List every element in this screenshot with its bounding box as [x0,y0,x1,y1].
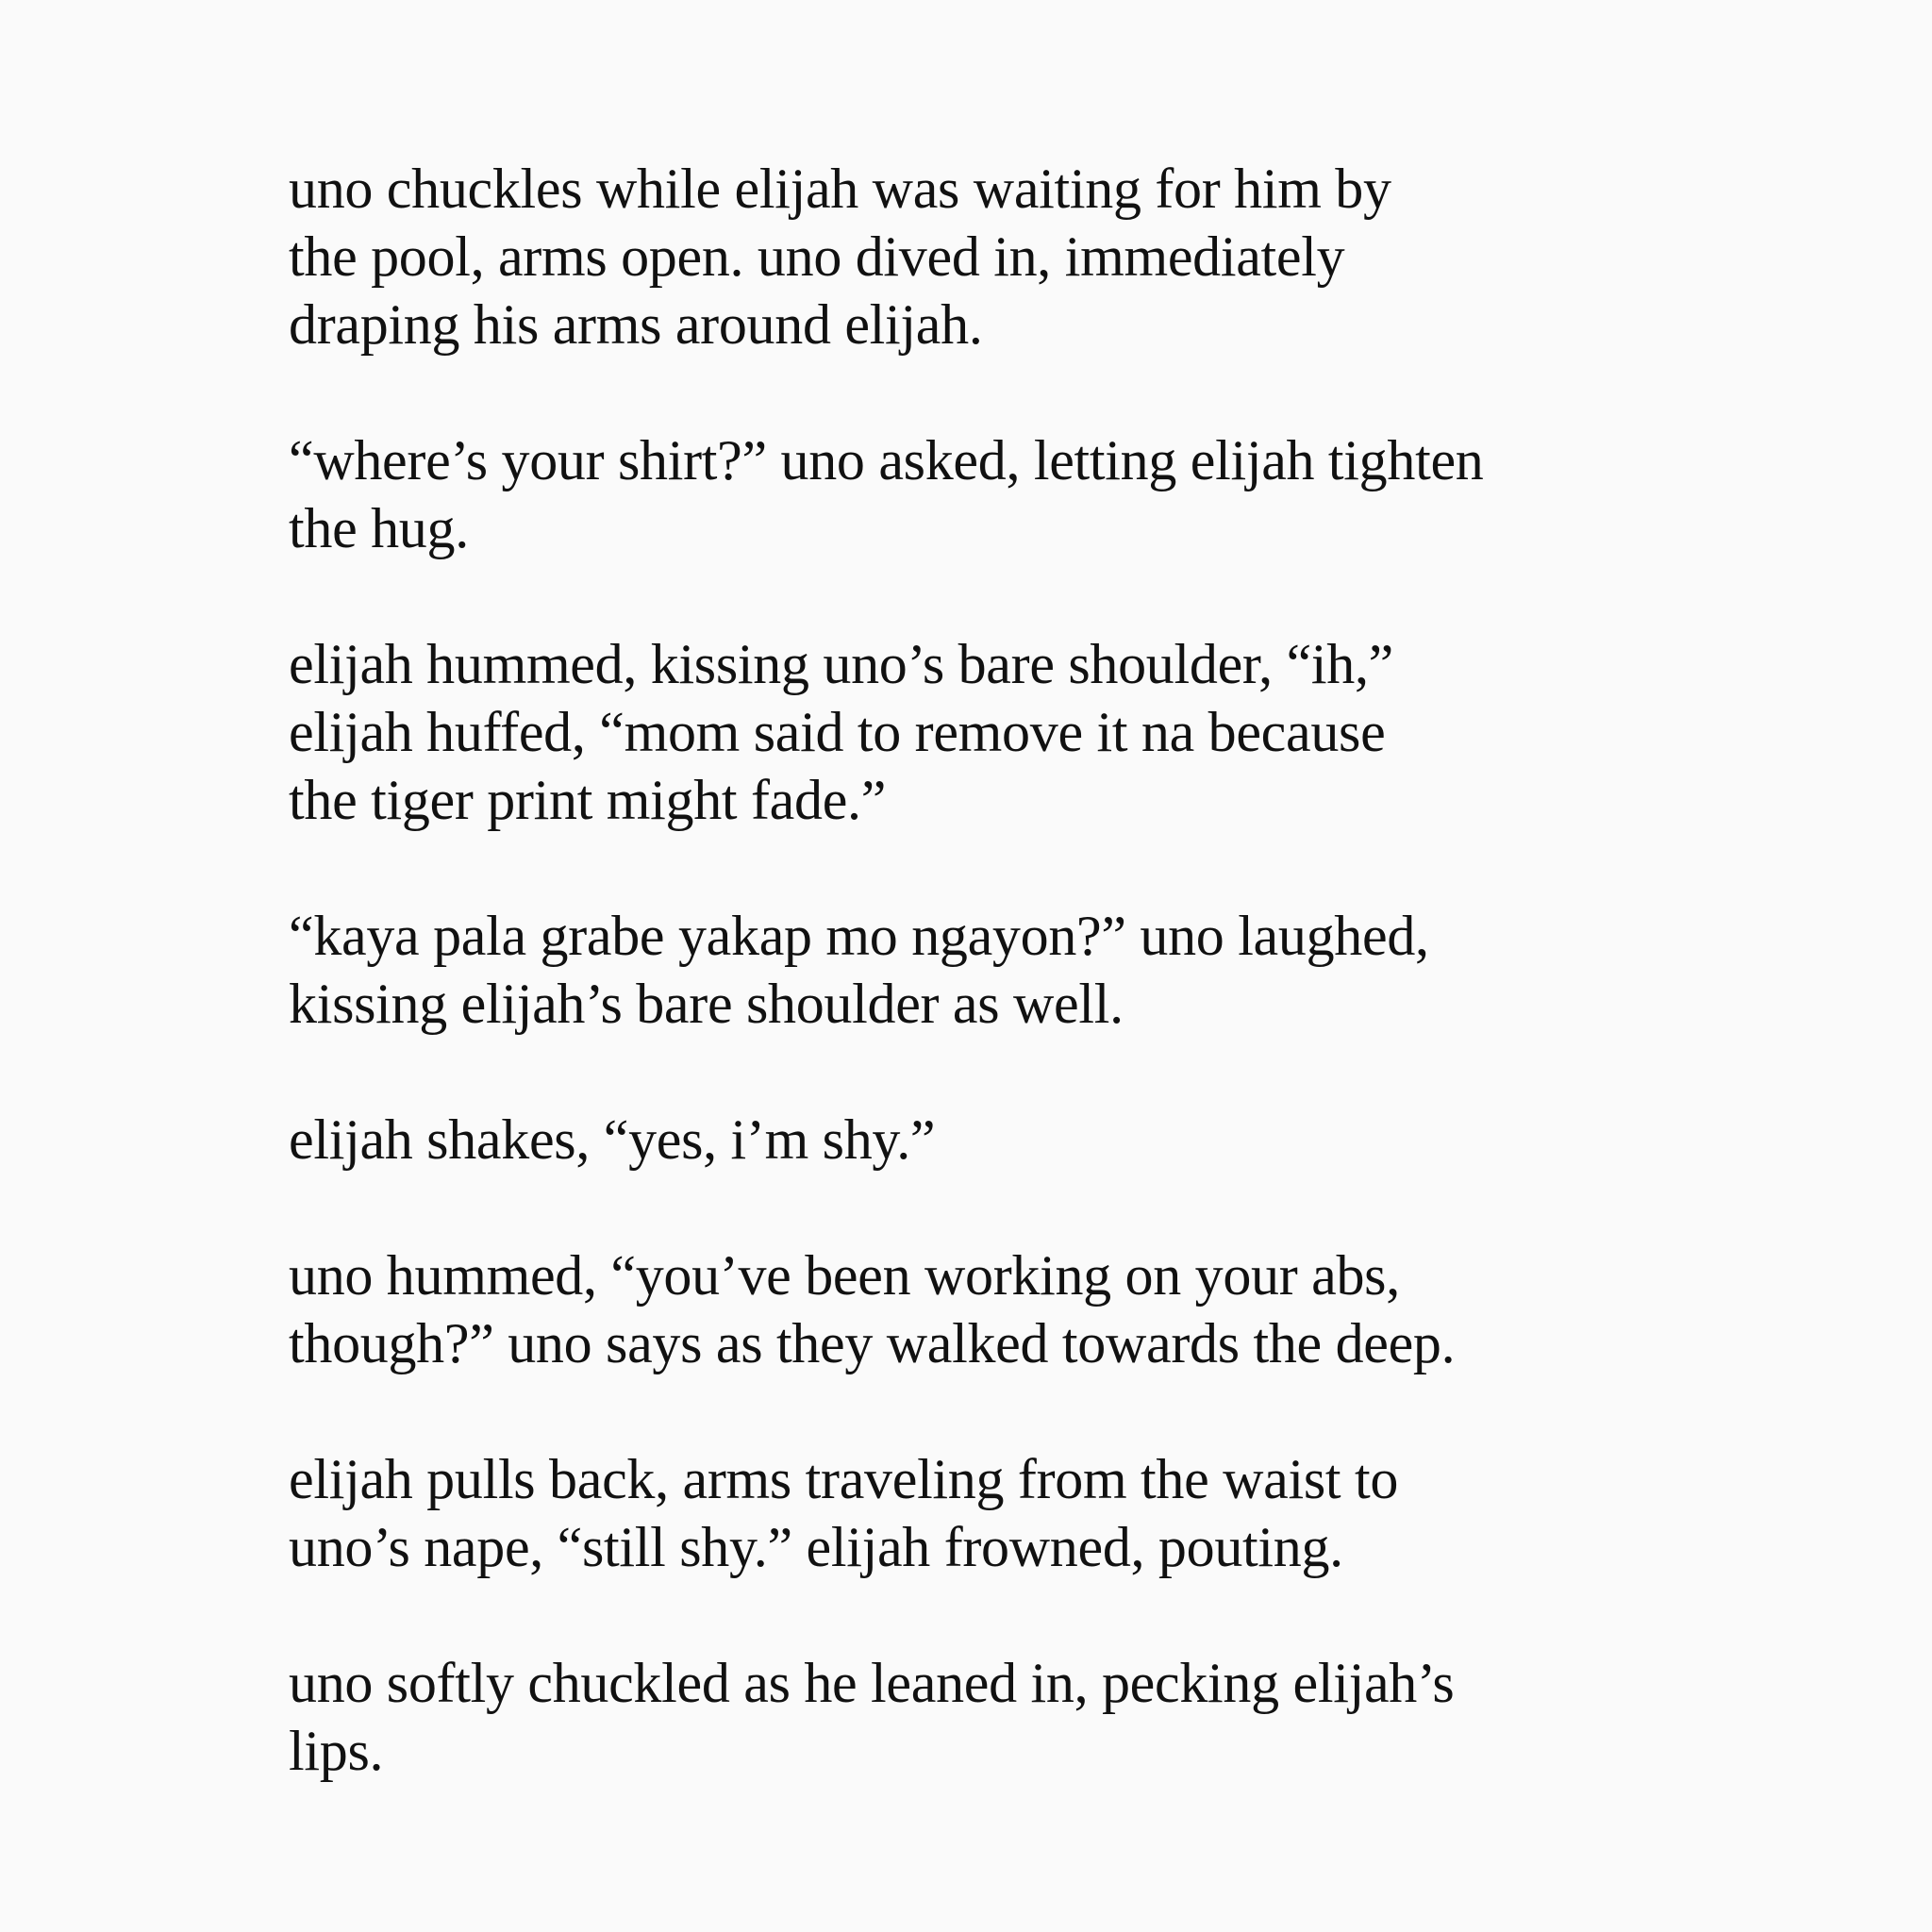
text-line: elijah shakes, “yes, i’m shy.” [289,1108,936,1171]
paragraph-spacer [289,1581,1704,1649]
paragraph-spacer [289,834,1704,902]
text-line: uno’s nape, “still shy.” elijah frowned, pouting. [289,1516,1343,1578]
paragraph-spacer [289,1038,1704,1106]
text-line: “where’s your shirt?” uno asked, letting elijah tighten [289,429,1484,491]
paragraph-spacer [289,1377,1704,1445]
paragraph-3 [289,630,1704,834]
story-text [289,155,1704,1785]
paragraph-spacer [289,1174,1704,1241]
text-line: the tiger print might fade.” [289,769,887,831]
text-line: the pool, arms open. uno dived in, immediately [289,225,1345,288]
paragraph-2 [289,426,1704,562]
text-line: kissing elijah’s bare shoulder as well. [289,973,1124,1035]
text-line: uno softly chuckled as he leaned in, pecking elijah’s [289,1652,1455,1714]
text-line: elijah pulls back, arms traveling from the waist to [289,1448,1399,1510]
paragraph-4 [289,902,1704,1038]
paragraph-8 [289,1649,1704,1785]
text-line: draping his arms around elijah. [289,293,983,356]
text-line: the hug. [289,497,469,559]
text-line: though?” uno says as they walked towards the deep. [289,1312,1456,1374]
paragraph-5 [289,1106,1704,1174]
text-line: uno hummed, “you’ve been working on your abs, [289,1244,1400,1307]
paragraph-6 [289,1241,1704,1377]
paragraph-spacer [289,358,1704,426]
text-line: elijah hummed, kissing uno’s bare shoulder, “ih,” [289,633,1394,695]
paragraph-1 [289,155,1704,358]
text-line: elijah huffed, “mom said to remove it na because [289,701,1386,763]
text-line: lips. [289,1720,384,1782]
text-line: “kaya pala grabe yakap mo ngayon?” uno laughed, [289,905,1429,967]
text-line: uno chuckles while elijah was waiting for him by [289,158,1391,220]
paragraph-spacer [289,562,1704,630]
paragraph-7 [289,1445,1704,1581]
